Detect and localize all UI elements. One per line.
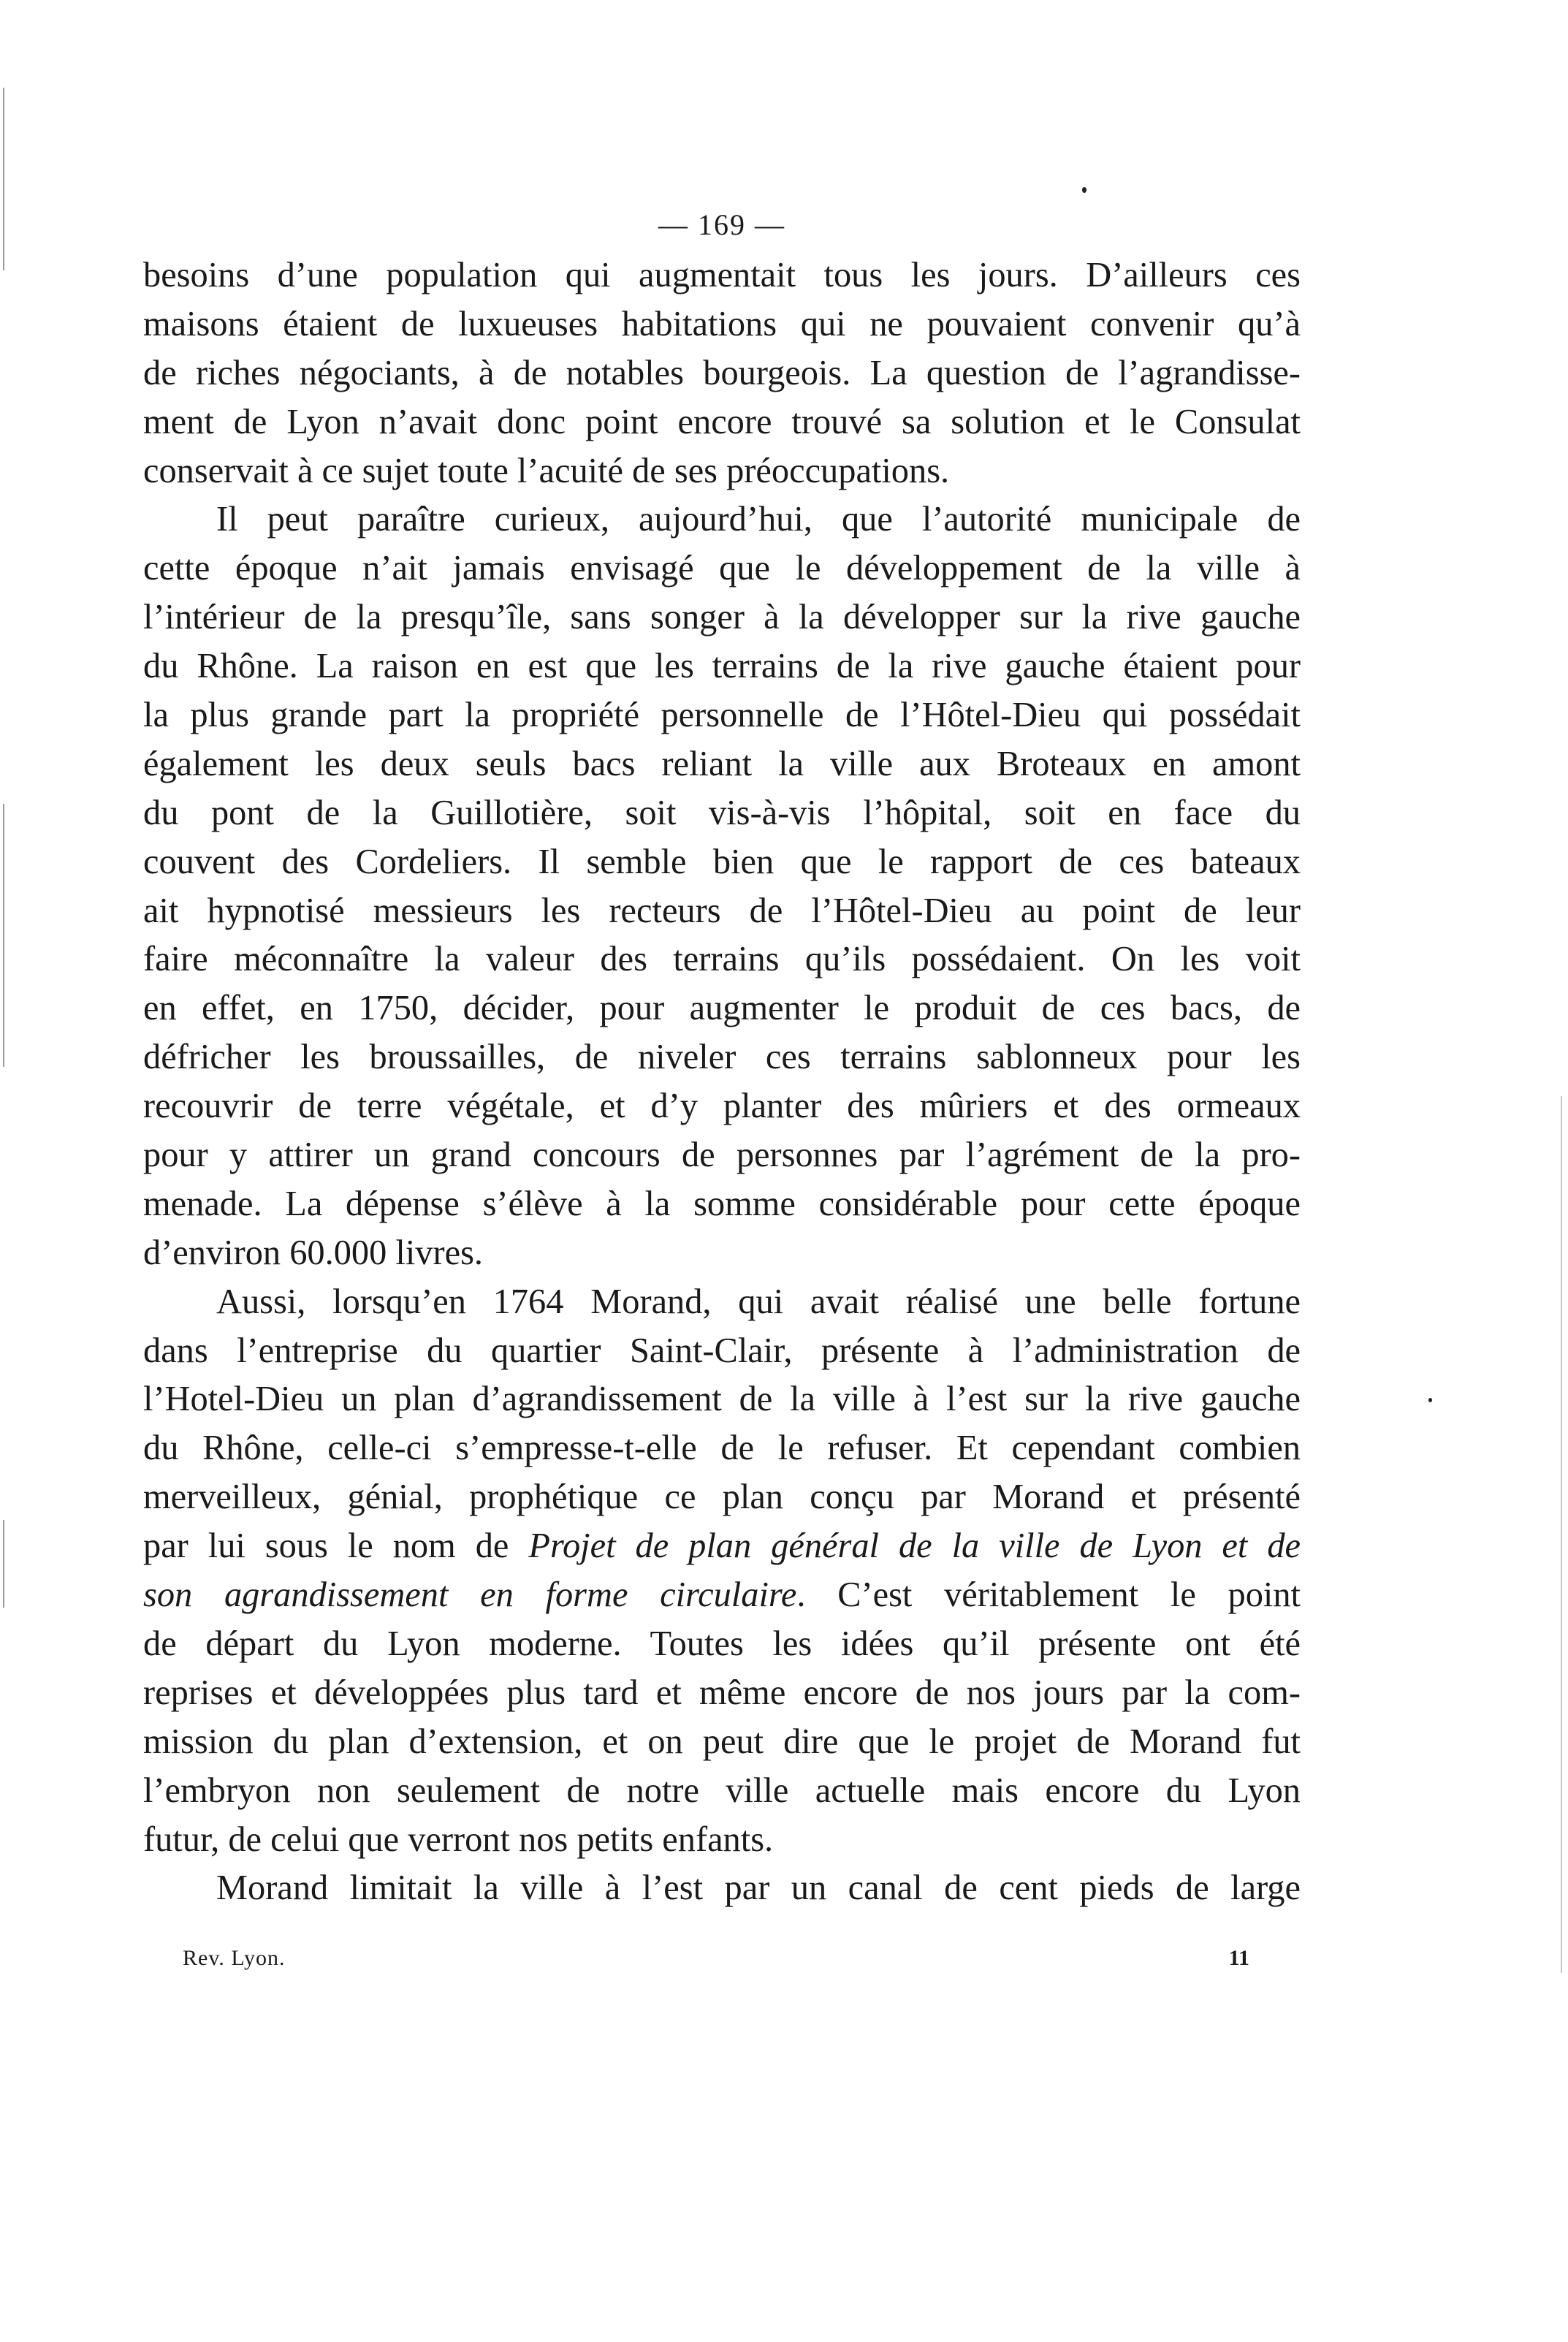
text-line: du Rhône, celle-ci s’empresse-t-elle de le refuser. Et cependant combien [143, 1429, 1301, 1468]
text-line: maisons étaient de luxueuses habitations qui ne pouvaient convenir qu’à [143, 304, 1301, 343]
text-line: besoins d’une population qui augmentait tous les jours. D’ailleurs ces [143, 256, 1301, 294]
text-line: ment de Lyon n’avait donc point encore trouvé sa solution et le Consulat [143, 402, 1301, 441]
paragraph-2 [143, 495, 1301, 1277]
sheet-number: 11 [1228, 1946, 1249, 1970]
text-line: ait hypnotisé messieurs les recteurs de l’Hôtel-Dieu au point de leur [143, 891, 1301, 930]
text-line: Aussi, lorsqu’en 1764 Morand, qui avait réalisé une belle fortune [216, 1282, 1301, 1321]
text-line: la plus grande part la propriété personnelle de l’Hôtel-Dieu qui possédait [143, 696, 1301, 735]
ink-speck [1082, 187, 1086, 193]
text-line: mission du plan d’extension, et on peut dire que le projet de Morand fut [143, 1722, 1301, 1761]
text-run: . C’est véritablement le point [796, 1575, 1301, 1615]
scan-edge-right [1561, 1096, 1562, 1973]
text-line: reprises et développées plus tard et même encore de nos jours par la com- [143, 1673, 1301, 1712]
text-line: conservait à ce sujet toute l’acuité de ses préoccupations. [143, 451, 950, 490]
text-line: en effet, en 1750, décider, pour augmenter le produit de ces bacs, de [143, 989, 1301, 1028]
text-line: merveilleux, génial, prophétique ce plan conçu par Morand et présenté [143, 1478, 1301, 1517]
text-line: futur, de celui que verront nos petits enfants. [143, 1820, 774, 1859]
page-body [143, 205, 1301, 1913]
text-line: Il peut paraître curieux, aujourd’hui, que l’autorité municipale de [216, 500, 1301, 539]
text-line: Morand limitait la ville à l’est par un canal de cent pieds de large [216, 1868, 1301, 1908]
text-line: couvent des Cordeliers. Il semble bien que le rapport de ces bateaux [143, 842, 1301, 881]
text-line: de riches négociants, à de notables bourgeois. La question de l’agrandisse- [143, 353, 1301, 392]
text-line: défricher les broussailles, de niveler ces terrains sablonneux pour les [143, 1038, 1301, 1077]
text-line-mixed [143, 1571, 1301, 1620]
text-line: recouvrir de terre végétale, et d’y planter des mûriers et des ormeaux [143, 1087, 1301, 1126]
italic-title: Projet de plan général de la ville de Lyon et de [528, 1527, 1301, 1566]
paragraph-4 [143, 1864, 1301, 1913]
paragraph-1 [143, 251, 1301, 495]
text-line: de départ du Lyon moderne. Toutes les idées qu’il présente ont été [143, 1624, 1301, 1663]
text-line: du Rhône. La raison en est que les terrains de la rive gauche étaient pour [143, 647, 1301, 686]
text-line: également les deux seuls bacs reliant la ville aux Broteaux en amont [143, 744, 1301, 783]
page-number: — 169 — [658, 208, 785, 241]
text-line: menade. La dépense s’élève à la somme considérable pour cette époque [143, 1184, 1301, 1223]
text-line: dans l’entreprise du quartier Saint-Clair, présente à l’administration de [143, 1331, 1301, 1370]
text-line-mixed [143, 1522, 1301, 1571]
ink-speck-2 [1428, 1398, 1432, 1402]
text-line: du pont de la Guillotière, soit vis-à-vis l’hôpital, soit en face du [143, 793, 1301, 832]
text-line: cette époque n’ait jamais envisagé que le développement de la ville à [143, 549, 1301, 588]
text-line: faire méconnaître la valeur des terrains qu’ils possédaient. On les voit [143, 940, 1301, 979]
paragraph-3 [143, 1278, 1301, 1865]
italic-title: son agrandissement en forme circulaire [143, 1575, 797, 1615]
text-run: par lui sous le nom de [143, 1527, 529, 1566]
text-line: d’environ 60.000 livres. [143, 1233, 484, 1272]
text-line: l’embryon non seulement de notre ville actuelle mais encore du Lyon [143, 1771, 1301, 1810]
scan-edge-left [3, 88, 4, 270]
text-line: l’Hotel-Dieu un plan d’agrandissement de la ville à l’est sur la rive gauche [143, 1380, 1301, 1419]
text-line: l’intérieur de la presqu’île, sans songer à la développer sur la rive gauche [143, 598, 1301, 637]
scan-edge-left-3 [3, 1520, 4, 1608]
scan-edge-left-2 [3, 804, 4, 1067]
signature-mark: Rev. Lyon. [183, 1946, 286, 1970]
text-line: pour y attirer un grand concours de personnes par l’agrément de la pro- [143, 1136, 1301, 1175]
